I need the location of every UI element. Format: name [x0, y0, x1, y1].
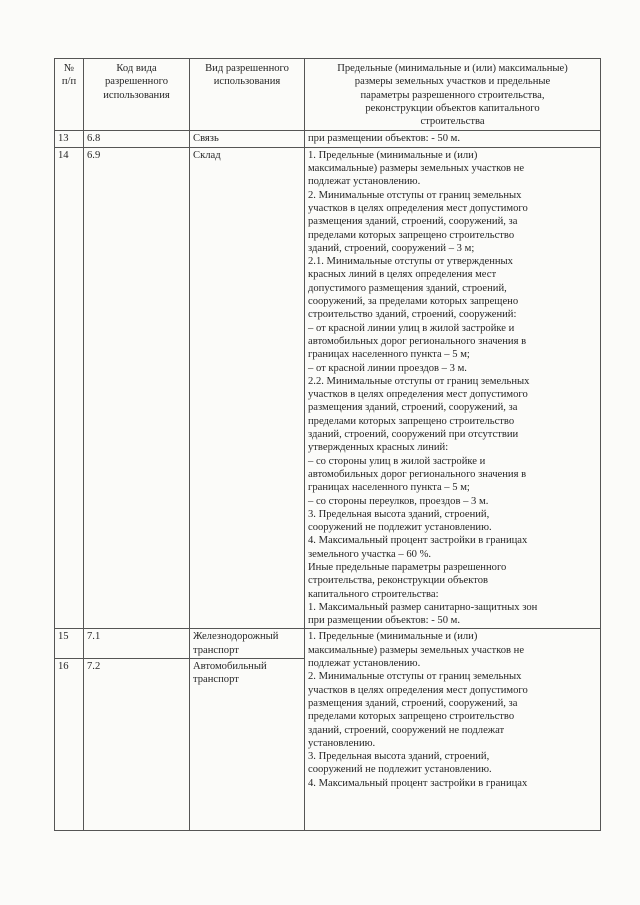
parameter-line: 4. Максимальный процент застройки в границах — [308, 535, 528, 547]
row-use-kind: Железнодорожный транспорт — [190, 629, 305, 659]
parameter-line: сооружений не подлежит установлению. — [308, 764, 492, 776]
row-use-kind: Автомобильный транспорт — [190, 659, 305, 831]
parameter-line: сооружений не подлежит установлению. — [308, 522, 492, 534]
parameter-line: зданий, строений, сооружений не подлежат — [308, 724, 505, 736]
parameter-line: участков в целях определения мест допустимого — [308, 684, 528, 696]
parameter-line: размещения зданий, строений, сооружений, за — [308, 402, 518, 414]
parameter-line: границах населенного пункта – 5 м; — [308, 349, 470, 361]
row-number: 14 — [55, 147, 84, 629]
parameter-line: установлению. — [308, 737, 376, 749]
parameter-line: автомобильных дорог регионального значения в — [308, 468, 527, 480]
parameter-line: 2. Минимальные отступы от границ земельных — [308, 189, 522, 201]
row-parameters: при размещении объектов: - 50 м. — [305, 131, 601, 147]
parameter-line: строительство зданий, строений, сооружений: — [308, 309, 517, 321]
parameter-line: – со стороны улиц в жилой застройке и — [308, 455, 486, 467]
parameter-line: 3. Предельная высота зданий, строений, — [308, 751, 490, 763]
row-number: 16 — [55, 659, 84, 831]
parameter-line: участков в целях определения мест допустимого — [308, 389, 528, 401]
parameter-line: пределами которых запрещено строительство — [308, 415, 515, 427]
shared-parameters-cell — [305, 629, 601, 831]
parameter-line: 1. Предельные (минимальные и (или) — [308, 631, 478, 643]
parameter-line: 2.1. Минимальные отступы от утвержденных — [308, 256, 513, 268]
parameter-line: подлежат установлению. — [308, 658, 421, 670]
parameter-line: строительства, реконструкции объектов — [308, 575, 489, 587]
row-number: 13 — [55, 131, 84, 147]
parameter-line: 2.2. Минимальные отступы от границ земельных — [308, 375, 530, 387]
parameter-line: зданий, строений, сооружений при отсутствии — [308, 429, 519, 441]
parameter-line: – со стороны переулков, проездов – 3 м. — [308, 495, 489, 507]
row-use-code: 7.1 — [84, 629, 190, 659]
parameter-line: утвержденных красных линий: — [308, 442, 449, 454]
parameter-line: пределами которых запрещено строительство — [308, 711, 515, 723]
parameter-line: – от красной линии улиц в жилой застройке и — [308, 322, 515, 334]
parameter-line: при размещении объектов: - 50 м. — [308, 615, 461, 627]
parameter-line: сооружений, за пределами которых запрещено — [308, 296, 519, 308]
parameter-line: максимальные) размеры земельных участков не — [308, 163, 525, 175]
row-parameters — [305, 147, 601, 629]
row-number: 15 — [55, 629, 84, 659]
header-number: № п/п — [55, 59, 84, 131]
header-use-code: Код вида разрешенного использования — [84, 59, 190, 131]
land-use-regulations-table — [54, 58, 601, 831]
parameter-line: 4. Максимальный процент застройки в границах — [308, 777, 528, 789]
parameter-line: участков в целях определения мест допустимого — [308, 202, 528, 214]
parameter-line: 1. Предельные (минимальные и (или) — [308, 149, 478, 161]
parameter-line: земельного участка – 60 %. — [308, 548, 432, 560]
header-limit-parameters: Предельные (минимальные и (или) максимальные) размеры земельных участков и предельные параметры разрешенного строительства, реконструкции объектов капитального строительства — [305, 59, 601, 131]
row-use-code: 7.2 — [84, 659, 190, 831]
table-row — [55, 629, 601, 659]
row-use-code: 6.8 — [84, 131, 190, 147]
parameter-line: подлежат установлению. — [308, 176, 421, 188]
table-header-row — [55, 59, 601, 131]
parameter-line: размещения зданий, строений, сооружений, за — [308, 216, 518, 228]
row-use-kind: Связь — [190, 131, 305, 147]
parameter-line: Иные предельные параметры разрешенного — [308, 561, 507, 573]
parameter-line: автомобильных дорог регионального значения в — [308, 335, 527, 347]
header-use-kind: Вид разрешенного использования — [190, 59, 305, 131]
parameter-line: размещения зданий, строений, сооружений, за — [308, 697, 518, 709]
parameter-line: пределами которых запрещено строительство — [308, 229, 515, 241]
row-use-kind: Склад — [190, 147, 305, 629]
parameter-line: максимальные) размеры земельных участков не — [308, 644, 525, 656]
parameter-line: – от красной линии проездов – 3 м. — [308, 362, 467, 374]
parameter-line: красных линий в целях определения мест — [308, 269, 497, 281]
parameter-line: 2. Минимальные отступы от границ земельных — [308, 671, 522, 683]
parameter-line: допустимого размещения зданий, строений, — [308, 282, 507, 294]
table-row — [55, 131, 601, 147]
parameter-line: зданий, строений, сооружений – 3 м; — [308, 242, 475, 254]
row-use-code: 6.9 — [84, 147, 190, 629]
parameter-line: 1. Максимальный размер санитарно-защитных зон — [308, 601, 538, 613]
parameter-line: 3. Предельная высота зданий, строений, — [308, 508, 490, 520]
table-row — [55, 147, 601, 629]
parameter-line: капитального строительства: — [308, 588, 439, 600]
parameter-line: границах населенного пункта – 5 м; — [308, 482, 470, 494]
